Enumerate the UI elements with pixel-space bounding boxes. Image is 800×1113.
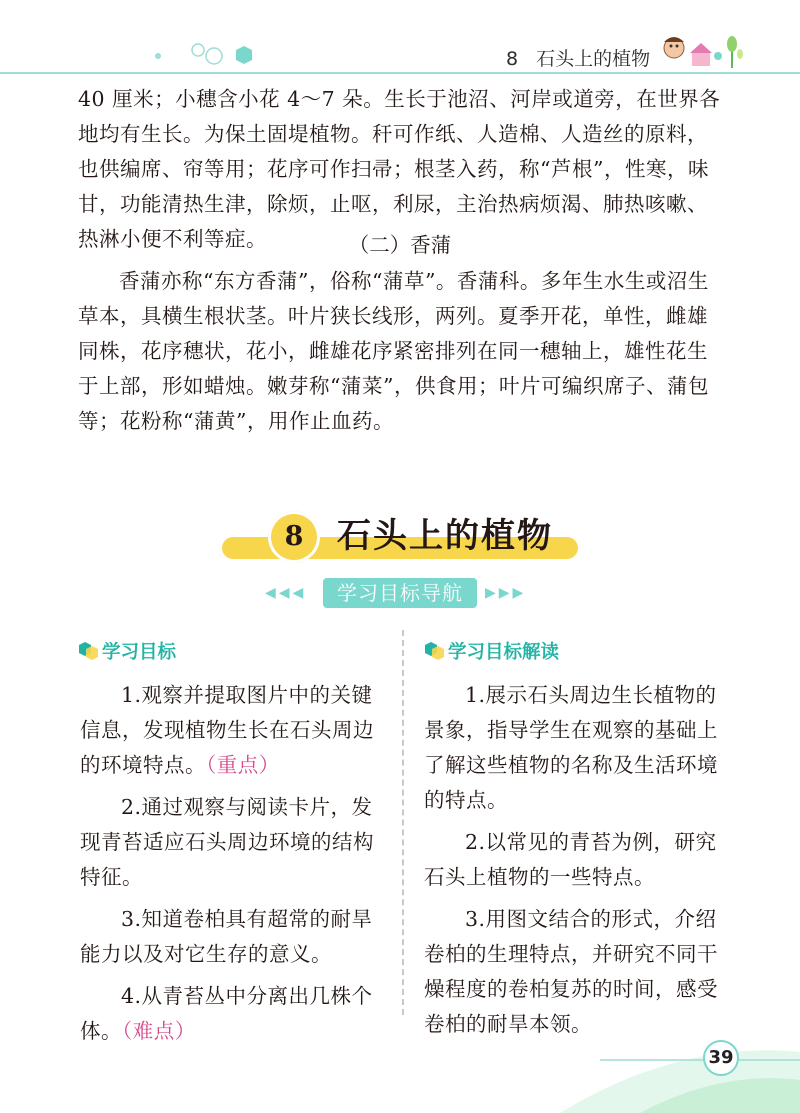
running-header <box>506 44 650 71</box>
continued-paragraph: 40 厘米；小穗含小花 4～7 朵。生长于池沼、河岸或道旁，在世界各地均有生长。为保土固堤植物。秆可作纸、人造棉、人造丝的原料，也供编席、帘等用；花序可作扫帚；根茎入药，称“芦根”，性寒，味甘，功能清热生津，除烦，止呕，利尿，主治热病烦渴、肺热咳嗽、热淋小便不利等症。 <box>78 87 721 251</box>
difficulty-tag: （难点） <box>122 1019 196 1043</box>
goal-text: 3.知道卷柏具有超常的耐旱能力以及对它生存的意义。 <box>80 907 373 966</box>
goal-text: 4.从青苔丛中分离出几株个体。 <box>80 984 373 1043</box>
list-item <box>80 790 380 895</box>
section-heading: （二）香蒲 <box>348 233 452 257</box>
learning-goals-heading <box>76 638 176 664</box>
header-bubbles-decoration <box>140 36 270 72</box>
list-item <box>80 678 380 783</box>
hexagon-icon <box>422 640 446 662</box>
xiangpu-paragraph: 香蒲亦称“东方香蒲”，俗称“蒲草”。香蒲科。多年生水生或沼生草本，具横生根状茎。叶片狭长线形，两列。夏季开花，单性，雌雄同株，花序穗状，花小，雌雄花序紧密排列在同一穗轴上，雄性花生于上部，形如蜡烛。嫩芽称“蒲菜”，供食用；叶片可编织席子、蒲包等；花粉称“蒲黄”，用作止血药。 <box>78 269 709 433</box>
lesson-number: 8 <box>284 521 304 552</box>
right-arrows-icon: ▶▶▶ <box>485 585 527 601</box>
goal-text: 2.通过观察与阅读卡片，发现青苔适应石头周边环境的结构特征。 <box>80 795 374 889</box>
page-number: 39 <box>708 1047 734 1068</box>
learning-goals-heading-text: 学习目标 <box>102 642 177 663</box>
left-arrows-icon: ◀◀◀ <box>265 585 307 601</box>
column-divider <box>402 630 406 1015</box>
learning-goals-nav <box>265 578 535 608</box>
header-cartoon-decoration-icon <box>660 32 750 72</box>
list-item <box>80 902 380 972</box>
header-lesson-title: 石头上的植物 <box>536 48 651 70</box>
learning-goals-nav-label: 学习目标导航 <box>323 578 477 608</box>
goal-text: 1.观察并提取图片中的关键信息，发现植物生长在石头周边的环境特点。 <box>80 683 374 777</box>
goals-interpretation-heading <box>422 638 559 664</box>
hexagon-icon <box>76 640 100 662</box>
key-point-tag: （重点） <box>206 753 280 777</box>
goals-interpretation-heading-text: 学习目标解读 <box>448 642 560 663</box>
learning-goals-list <box>80 678 380 1056</box>
list-item: 3.用图文结合的形式，介绍卷柏的生理特点，并研究不同干燥程度的卷柏复苏的时间，感受卷柏的耐旱本领。 <box>424 907 718 1036</box>
goals-interpretation-list <box>424 678 734 1049</box>
list-item: 2.以常见的青苔为例，研究石头上植物的一些特点。 <box>424 830 717 889</box>
lesson-title: 石头上的植物 <box>337 516 553 556</box>
header-lesson-number: 8 <box>506 48 519 70</box>
header-rule <box>0 72 800 74</box>
list-item: 1.展示石头周边生长植物的景象，指导学生在观察的基础上了解这些植物的名称及生活环境的特点。 <box>424 683 718 812</box>
footer-wave-decoration <box>0 1030 800 1113</box>
